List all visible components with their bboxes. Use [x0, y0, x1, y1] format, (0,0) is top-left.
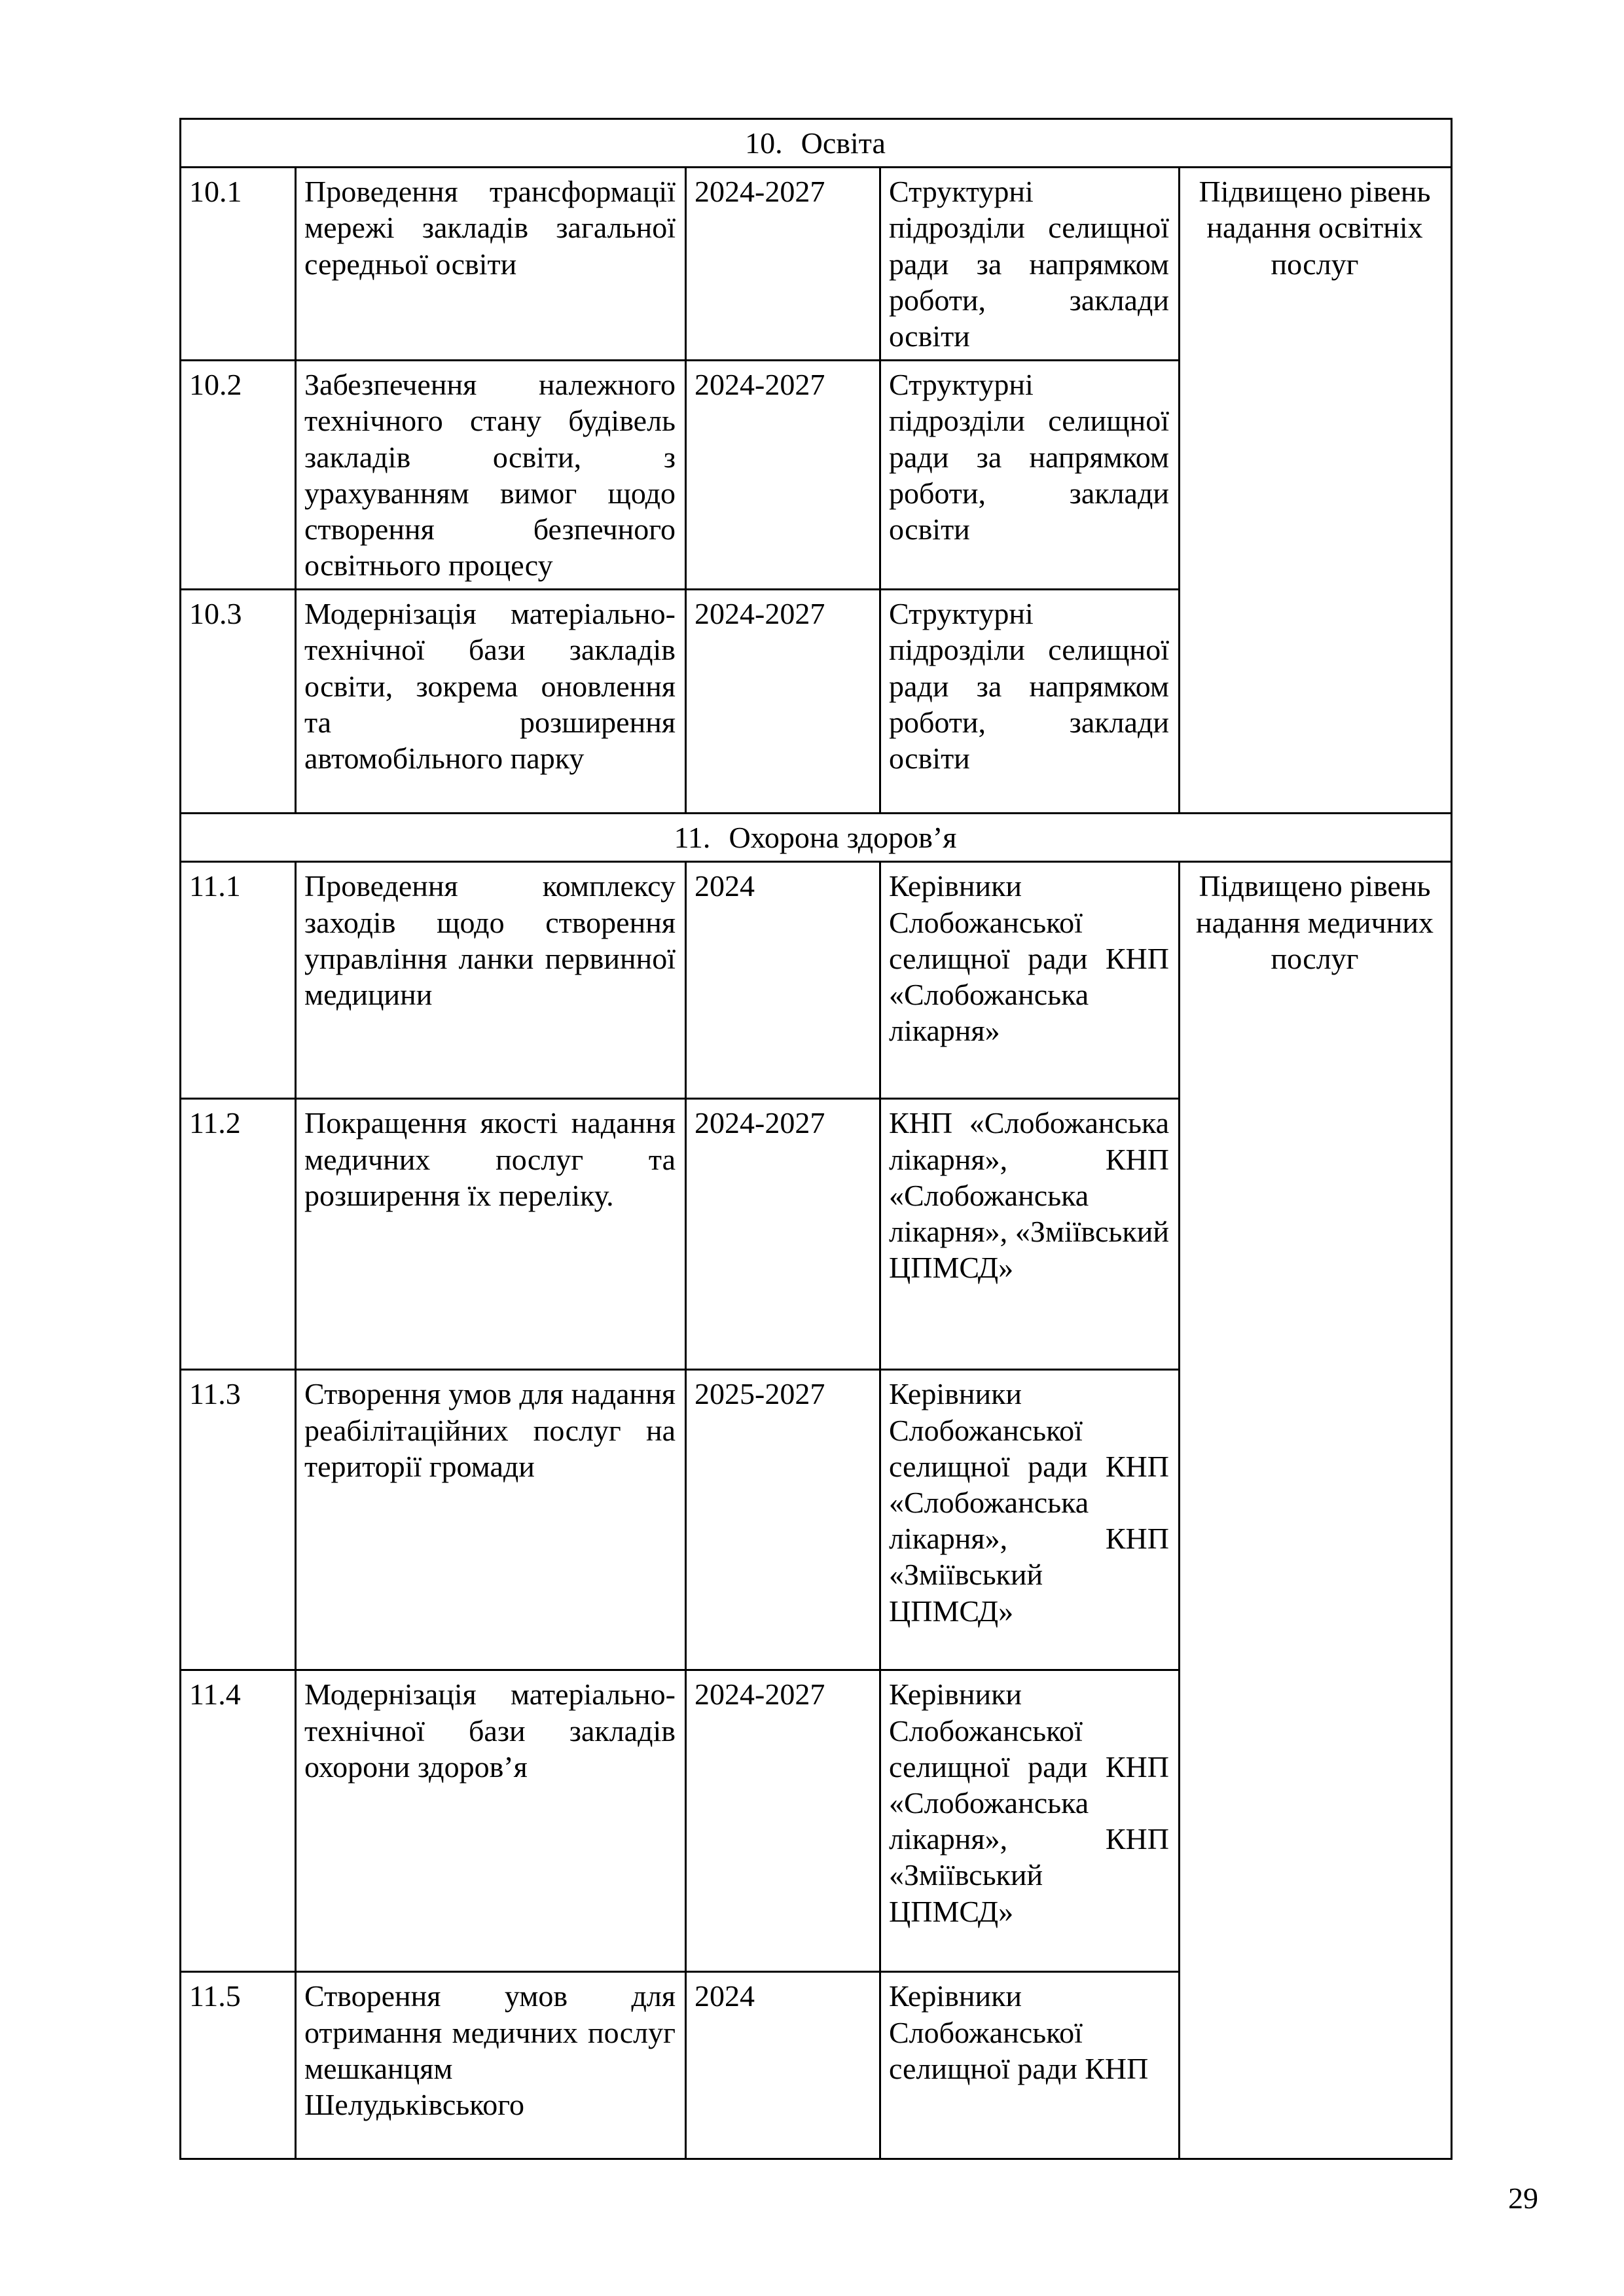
task-text: Створення умов для надання реабілітаційних послуг на території громади: [296, 1370, 686, 1670]
row-number: 10.3: [181, 590, 296, 814]
row-number: 11.2: [181, 1099, 296, 1370]
row-number: 10.1: [181, 168, 296, 361]
responsible-text: Структурні підрозділи селищної ради за напрямком роботи, заклади освіти: [880, 590, 1180, 814]
expected-outcome: Підвищено рівень надання медичних послуг: [1180, 862, 1452, 2159]
timeframe: 2024-2027: [686, 168, 880, 361]
timeframe: 2024-2027: [686, 361, 880, 590]
row-number: 11.1: [181, 862, 296, 1099]
section-title: Освіта: [801, 126, 886, 160]
responsible-text: Керівники Слобожанської селищної ради КНП «Слобожанська лікарня», КНП «Зміївський ЦПМСД»: [880, 1670, 1180, 1972]
task-text: Забезпечення належного технічного стану будівель закладів освіти, з урахуванням вимог щодо створення безпечного освітнього процесу: [296, 361, 686, 590]
row-number: 10.2: [181, 361, 296, 590]
page-number: 29: [1508, 2181, 1538, 2215]
section-header-row-11: [181, 814, 1452, 862]
task-text: Проведення комплексу заходів щодо створення управління ланки первинної медицини: [296, 862, 686, 1099]
timeframe: 2024: [686, 862, 880, 1099]
responsible-text: Керівники Слобожанської селищної ради КНП «Слобожанська лікарня», КНП «Зміївський ЦПМСД»: [880, 1370, 1180, 1670]
timeframe: 2024-2027: [686, 590, 880, 814]
row-number: 11.3: [181, 1370, 296, 1670]
section-number: 10.: [745, 126, 783, 160]
task-text: Модернізація матеріально-технічної бази закладів освіти, зокрема оновлення та розширення автомобільного парку: [296, 590, 686, 814]
responsible-text: КНП «Слобожанська лікарня», КНП «Слобожанська лікарня», «Зміївський ЦПМСД»: [880, 1099, 1180, 1370]
timeframe: 2024: [686, 1972, 880, 2159]
table-row: [181, 168, 1452, 361]
responsible-text: Керівники Слобожанської селищної ради КНП: [880, 1972, 1180, 2159]
task-text: Покращення якості надання медичних послуг та розширення їх переліку.: [296, 1099, 686, 1370]
section-number: 11.: [674, 821, 711, 855]
expected-outcome: Підвищено рівень надання освітніх послуг: [1180, 168, 1452, 814]
timeframe: 2024-2027: [686, 1099, 880, 1370]
timeframe: 2024-2027: [686, 1670, 880, 1972]
row-number: 11.4: [181, 1670, 296, 1972]
responsible-text: Керівники Слобожанської селищної ради КНП «Слобожанська лікарня»: [880, 862, 1180, 1099]
task-text: Створення умов для отримання медичних послуг мешканцям Шелудьківського: [296, 1972, 686, 2159]
responsible-text: Структурні підрозділи селищної ради за напрямком роботи, заклади освіти: [880, 168, 1180, 361]
section-header-row-10: [181, 119, 1452, 168]
task-text: Проведення трансформації мережі закладів загальної середньої освіти: [296, 168, 686, 361]
section-header-10: [181, 119, 1452, 168]
section-title: Охорона здоров’я: [729, 821, 957, 855]
program-table: [179, 118, 1453, 2160]
row-number: 11.5: [181, 1972, 296, 2159]
section-header-11: [181, 814, 1452, 862]
table-row: [181, 862, 1452, 1099]
task-text: Модернізація матеріально-технічної бази закладів охорони здоров’я: [296, 1670, 686, 1972]
timeframe: 2025-2027: [686, 1370, 880, 1670]
responsible-text: Структурні підрозділи селищної ради за напрямком роботи, заклади освіти: [880, 361, 1180, 590]
